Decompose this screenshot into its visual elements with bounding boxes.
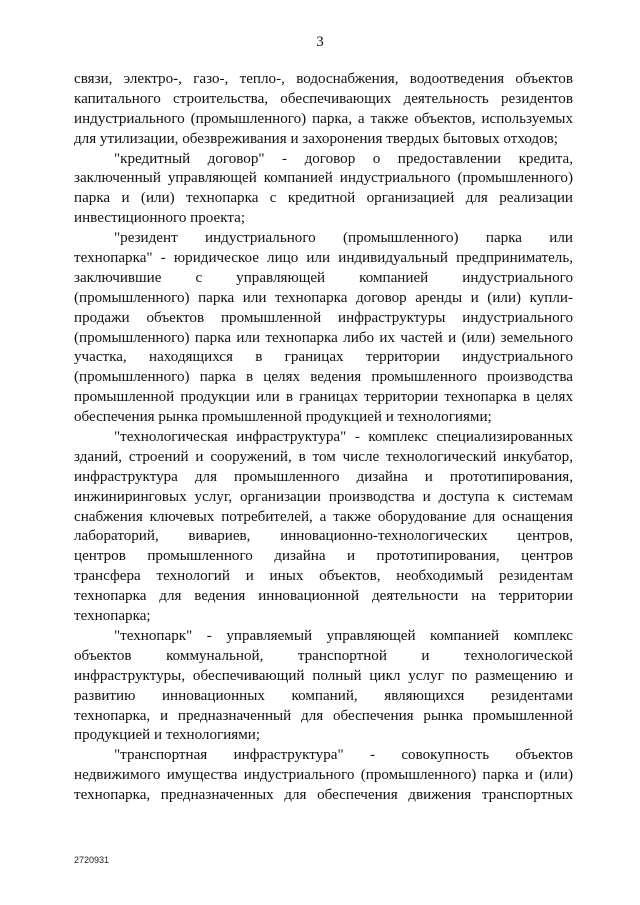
text-line: инфраструктура для промышленного дизайна и прототипирования, (74, 468, 573, 485)
text-line: лабораторий, вивариев, инновационно-технологических центров, (74, 528, 573, 545)
text-line: "технологическая инфраструктура" - комплекс специализированных (114, 429, 573, 446)
text-line: технопарка" - юридическое лицо или индивидуальный предприниматель, (74, 250, 573, 267)
text-line: (промышленного) парка или технопарка либо их частей и (или) земельного (74, 329, 573, 346)
text-line: центров промышленного дизайна и прототипирования, центров (74, 548, 573, 565)
text-line: продажи объектов промышленной инфраструктуры индустриального (74, 309, 573, 326)
text-line: зданий, строений и сооружений, в том числе технологический инкубатор, (74, 448, 573, 465)
text-line: "кредитный договор" - договор о предоставлении кредита, (114, 150, 573, 167)
text-line: инвестиционного проекта; (74, 210, 246, 227)
text-line: заключенный управляющей компанией индустриального (промышленного) (74, 170, 573, 187)
page-number: 3 (316, 34, 324, 50)
text-line: участка, находящихся в границах территории индустриального (74, 349, 573, 366)
text-line: инжиниринговых услуг, организации производства и доступа к системам (74, 488, 573, 505)
text-line: "технопарк" - управляемый управляющей компанией комплекс (114, 627, 573, 644)
text-line: недвижимого имущества индустриального (промышленного) парка и (или) (74, 767, 573, 784)
text-line: парка и (или) технопарка с кредитной организацией для реализации (74, 190, 573, 207)
text-line: технопарка для ведения инновационной деятельности на территории (74, 588, 573, 605)
text-line: индустриального (промышленного) парка, а также объектов, используемых (74, 110, 573, 127)
text-line: развитию инновационных компаний, являющихся резидентами (74, 687, 573, 704)
text-line: для утилизации, обезвреживания и захоронения твердых бытовых отходов; (74, 130, 558, 147)
text-line: технопарка, и предназначенный для обеспечения рынка промышленной (74, 707, 573, 724)
text-line: "транспортная инфраструктура" - совокупность объектов (114, 747, 573, 764)
text-line: объектов коммунальной, транспортной и технологической (74, 647, 573, 664)
text-line: заключившие с управляющей компанией индустриального (74, 269, 573, 286)
document-body-text (74, 70, 573, 806)
text-line: (промышленного) парка в целях ведения промышленного производства (74, 369, 573, 386)
text-line: капитального строительства, обеспечивающих деятельность резидентов (74, 90, 573, 107)
text-line: трансфера технологий и иных объектов, необходимый резидентам (74, 568, 573, 585)
text-line: снабжения ключевых потребителей, а также оборудование для оснащения (74, 508, 573, 525)
document-code: 2720931 (74, 855, 110, 865)
text-line: "резидент индустриального (промышленного) парка или (114, 230, 573, 247)
text-line: промышленной продукции или в границах территории технопарка в целях (74, 389, 573, 406)
text-line: обеспечения рынка промышленной продукцией и технологиями; (74, 409, 492, 426)
text-line: продукцией и технологиями; (74, 727, 261, 744)
text-line: связи, электро-, газо-, тепло-, водоснабжения, водоотведения объектов (74, 71, 573, 87)
text-line: инфраструктуры, обеспечивающий полный цикл услуг по размещению и (74, 667, 573, 684)
text-line: технопарка; (74, 608, 151, 625)
text-line: (промышленного) парка или технопарка договор аренды и (или) купли- (74, 289, 573, 306)
text-line: технопарка, предназначенных для обеспечения движения транспортных (74, 787, 573, 804)
